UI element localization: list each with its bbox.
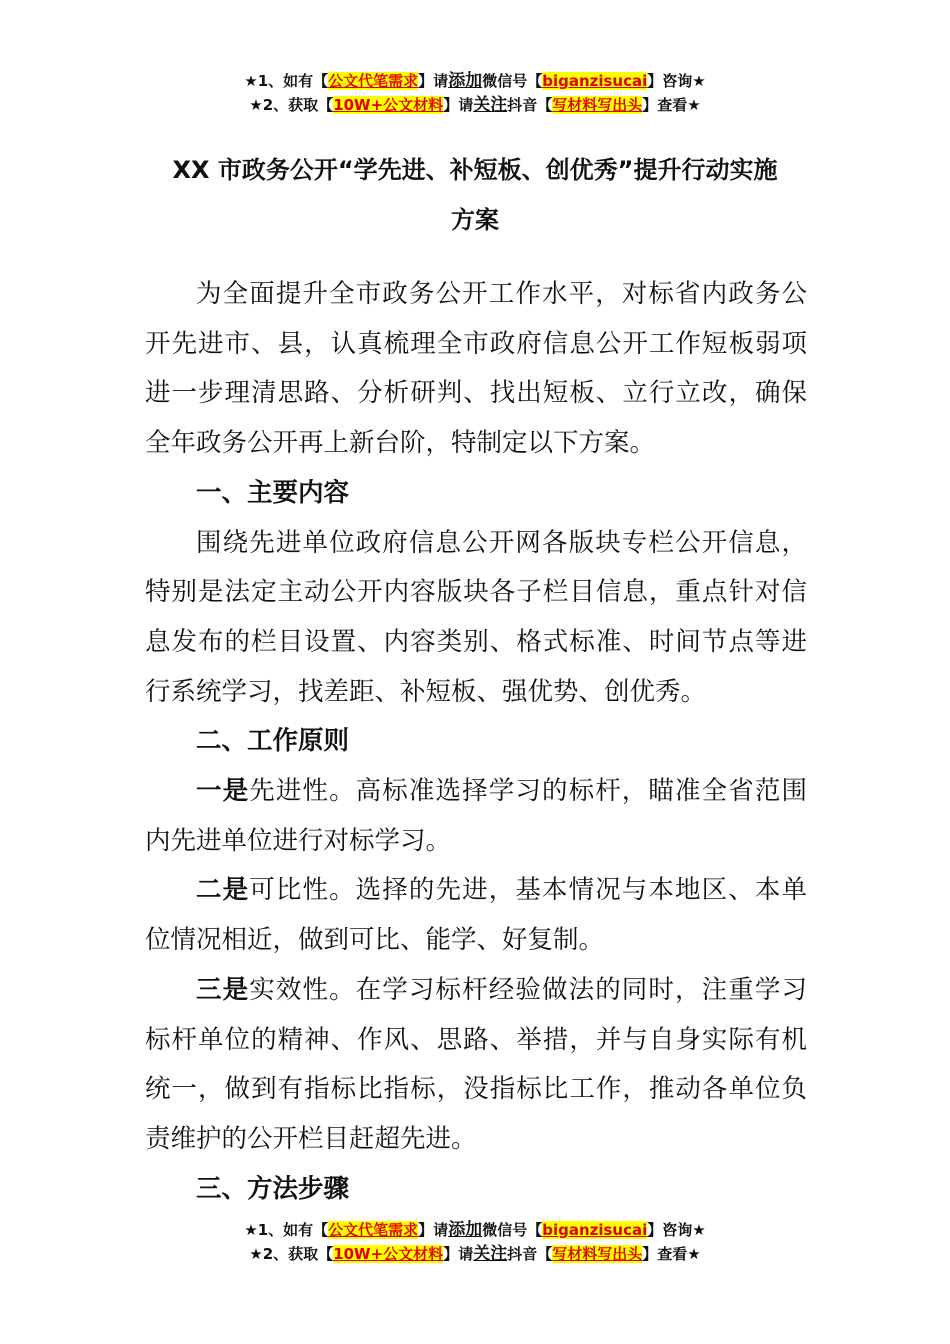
line-text: 统一，做到有指标比指标，没指标比工作，推动各单位负 (145, 1074, 807, 1105)
line-text: 责维护的公开栏目赶超先进。 (145, 1123, 477, 1154)
banner-text: 】咨询★ (647, 1221, 706, 1239)
section-heading: 二、工作原则 (196, 726, 350, 757)
line-text: 先进性。高标准选择学习的标杆，瞄准全省范围 (249, 776, 807, 807)
line-text: 开先进市、县，认真梳理全市政府信息公开工作短板弱项 (145, 328, 807, 359)
highlight-text: 写材料写出头 (552, 1245, 643, 1263)
banner-text: 】请 (443, 96, 474, 114)
line-text: 位情况相近，做到可比、能学、好复制。 (145, 925, 605, 956)
banner-text: 微信号【 (482, 1221, 543, 1239)
banner-line1 (0, 69, 950, 93)
banner-text: ★1、如有【 (244, 1221, 329, 1239)
paragraph-line (145, 270, 807, 320)
banner-text: 】请 (418, 72, 449, 90)
line-text: 内先进单位进行对标学习。 (145, 825, 452, 856)
document-title (0, 145, 950, 245)
paragraph-line (145, 419, 807, 469)
highlight-text: 10W+公文材料 (333, 96, 444, 114)
paragraph-line (145, 618, 807, 668)
banner-text: ★2、获取【 (249, 96, 334, 114)
paragraph-line (145, 866, 807, 916)
banner-text: 】查看★ (642, 96, 701, 114)
paragraph-line (145, 668, 807, 718)
paragraph-line (145, 1065, 807, 1115)
section-heading: 一、主要内容 (196, 477, 350, 508)
banner-text: 抖音【 (507, 96, 553, 114)
banner-text: ★2、获取【 (249, 1245, 334, 1263)
banner-text: 关注 (473, 95, 508, 115)
highlight-text[interactable]: biganzisucai (542, 1221, 648, 1239)
line-text: 特别是法定主动公开内容版块各子栏目信息，重点针对信 (145, 577, 807, 608)
banner-text: 】查看★ (642, 1245, 701, 1263)
banner-line1 (0, 1218, 950, 1242)
paragraph-line (145, 320, 807, 370)
banner-text: 】请 (418, 1221, 449, 1239)
section-heading: 三、方法步骤 (196, 1173, 350, 1204)
paragraph-line (145, 1115, 807, 1165)
lead-bold: 二是 (196, 875, 250, 906)
paragraph-line (145, 519, 807, 569)
line-text: 息发布的栏目设置、内容类别、格式标准、时间节点等进 (145, 626, 807, 657)
title-line-2: 方案 (451, 206, 499, 234)
lead-bold: 一是 (196, 776, 250, 807)
highlight-text: 写材料写出头 (552, 96, 643, 114)
paragraph-line (145, 767, 807, 817)
banner-text: 抖音【 (507, 1245, 553, 1263)
banner-text: 添加 (448, 1220, 483, 1240)
document-body (145, 270, 807, 1214)
line-text: 行系统学习，找差距、补短板、强优势、创优秀。 (145, 676, 707, 707)
highlight-text[interactable]: biganzisucai (542, 72, 648, 90)
line-text: 为全面提升全市政务公开工作水平，对标省内政务公 (196, 279, 807, 309)
paragraph-line (145, 369, 807, 419)
highlight-text: 10W+公文材料 (333, 1245, 444, 1263)
promo-banner-top (0, 69, 950, 117)
promo-banner-bottom (0, 1218, 950, 1266)
line-text: 可比性。选择的先进，基本情况与本地区、本单 (249, 875, 807, 906)
paragraph-line (145, 817, 807, 867)
highlight-text: 公文代笔需求 (328, 1221, 419, 1239)
banner-text: 】咨询★ (647, 72, 706, 90)
line-text: 围绕先进单位政府信息公开网各版块专栏公开信息， (196, 527, 807, 558)
title-line-1: XX 市政务公开“学先进、补短板、创优秀”提升行动实施 (172, 156, 778, 184)
line-text: 进一步理清思路、分析研判、找出短板、立行立改，确保 (145, 378, 807, 409)
line-text: 实效性。在学习标杆经验做法的同时，注重学习 (249, 974, 807, 1005)
paragraph-line (145, 568, 807, 618)
banner-line2 (0, 93, 950, 117)
line-text: 标杆单位的精神、作风、思路、举措，并与自身实际有机 (145, 1024, 807, 1055)
banner-text: ★1、如有【 (244, 72, 329, 90)
banner-line2 (0, 1242, 950, 1266)
line-text: 全年政务公开再上新台阶，特制定以下方案。 (145, 428, 656, 459)
highlight-text: 公文代笔需求 (328, 72, 419, 90)
banner-text: 】请 (443, 1245, 474, 1263)
banner-text: 微信号【 (482, 72, 543, 90)
banner-text: 添加 (448, 71, 483, 91)
lead-bold: 三是 (196, 974, 250, 1005)
paragraph-line (145, 966, 807, 1016)
banner-text: 关注 (473, 1244, 508, 1264)
paragraph-line (145, 1016, 807, 1066)
paragraph-line (145, 916, 807, 966)
